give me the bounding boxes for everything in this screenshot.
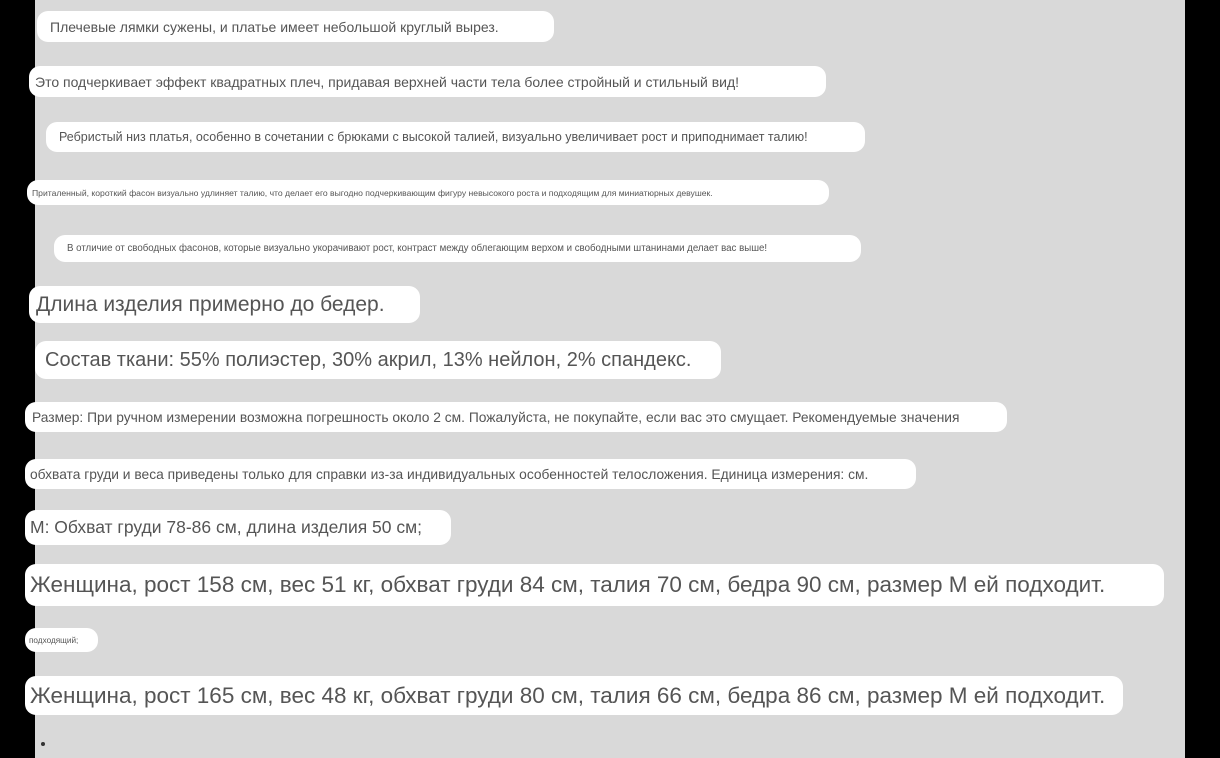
description-line-text: В отличие от свободных фасонов, которые визуально укорачивают рост, контраст между облегающим верхом и свободными штанинами делает вас выше! [67,243,768,254]
description-line-text: M: Обхват груди 78-86 см, длина изделия 50 см; [30,517,423,537]
description-line-text: Плечевые лямки сужены, и платье имеет небольшой круглый вырез. [50,18,499,35]
description-line-size-reference [25,459,916,489]
description-line-model-1 [25,564,1164,606]
description-line-text: Ребристый низ платья, особенно в сочетании с брюками с высокой талией, визуально увеличивает рост и приподнимает талию! [59,130,808,144]
description-line-straps [37,11,554,42]
description-line-shoulders [29,66,826,97]
bullet-dot [41,742,45,746]
description-line-text: Приталенный, короткий фасон визуально удлиняет талию, что делает его выгодно подчеркивающим фигуру невысокого роста и подходящим для миниатюрных девушек. [32,187,713,198]
description-line-text: Длина изделия примерно до бедер. [36,292,385,316]
description-line-ribbed-hem [46,122,865,152]
product-description-panel [29,0,1185,758]
description-line-text: Женщина, рост 158 см, вес 51 кг, обхват груди 84 см, талия 70 см, бедра 90 см, размер M ей подходит. [30,572,1106,597]
description-line-fitted-cut [27,180,829,205]
description-line-size-m [25,510,451,545]
description-line-text: обхвата груди и веса приведены только для справки из-за индивидуальных особенностей телосложения. Единица измерения: см. [30,466,869,482]
description-line-text: Это подчеркивает эффект квадратных плеч, придавая верхней части тела более стройный и стильный вид! [35,73,740,90]
description-line-text: Состав ткани: 55% полиэстер, 30% акрил, 13% нейлон, 2% спандекс. [45,348,692,371]
description-line-fabric [35,341,721,379]
description-line-size-note [25,402,1007,432]
description-line-text: Женщина, рост 165 см, вес 48 кг, обхват груди 80 см, талия 66 см, бедра 86 см, размер M ей подходит. [30,682,1106,708]
description-line-text: Размер: При ручном измерении возможна погрешность около 2 см. Пожалуйста, не покупайте, если вас это смущает. Рекомендуемые значения [32,409,960,425]
description-line-model-2 [25,676,1123,715]
description-line-length [29,286,420,323]
description-line-contrast [54,235,861,262]
description-line-text: подходящий; [29,635,79,645]
description-line-suitable [25,628,98,652]
